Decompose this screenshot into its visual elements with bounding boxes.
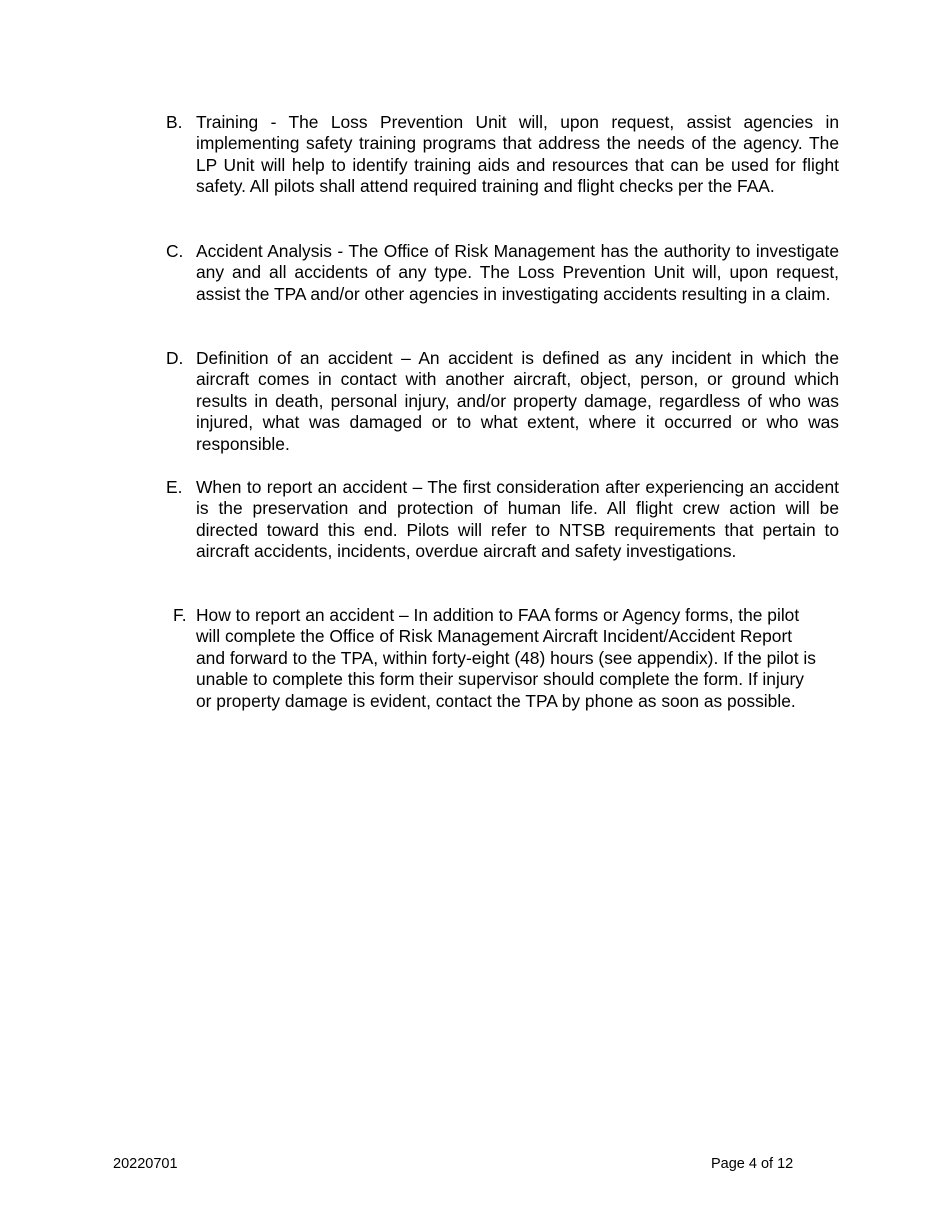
footer-doc-date: 20220701: [113, 1156, 178, 1172]
list-item-b: [166, 112, 839, 198]
item-letter: D.: [166, 348, 184, 368]
item-text-definition: Definition of an accident – An accident is defined as any incident in which the aircraft comes in contact with another aircraft, object, person, or ground which results in death, personal injury, and/or property damage, regardless of who was injured, what was damaged or to what extent, where it occurred or who was responsible.: [196, 348, 839, 454]
item-text-when-to-report: When to report an accident – The first consideration after experiencing an accident is the preservation and protection of human life. All flight crew action will be directed toward this end. Pilots will refer to NTSB requirements that pertain to aircraft accidents, incidents, overdue aircraft and safety investigations.: [196, 477, 839, 562]
footer-page-number: Page 4 of 12: [711, 1156, 794, 1172]
item-letter: C.: [166, 241, 184, 261]
item-letter: F.: [173, 605, 187, 625]
item-letter: B.: [166, 112, 183, 132]
list-item-d: [166, 348, 839, 455]
item-text-how-to-report: How to report an accident – In addition to FAA forms or Agency forms, the pilot will complete the Office of Risk Management Aircraft Incident/Accident Report and forward to the TPA, within forty-eight (48) hours (see appendix). If the pilot is unable to complete this form their supervisor should complete the form. If injury or property damage is evident, contact the TPA by phone as soon as possible.: [196, 605, 816, 711]
list-item-f: [166, 605, 839, 712]
item-text-training: Training - The Loss Prevention Unit will, upon request, assist agencies in implementing safety training programs that address the needs of the agency. The LP Unit will help to identify training aids and resources that can be used for flight safety. All pilots shall attend required training and flight checks per the FAA.: [196, 112, 839, 197]
list-item-c: [166, 241, 839, 305]
item-letter: E.: [166, 477, 183, 497]
item-text-accident-analysis: Accident Analysis - The Office of Risk Management has the authority to investigate any and all accidents of any type. The Loss Prevention Unit will, upon request, assist the TPA and/or other agencies in investigating accidents resulting in a claim.: [196, 241, 839, 304]
list-item-e: [166, 477, 839, 563]
